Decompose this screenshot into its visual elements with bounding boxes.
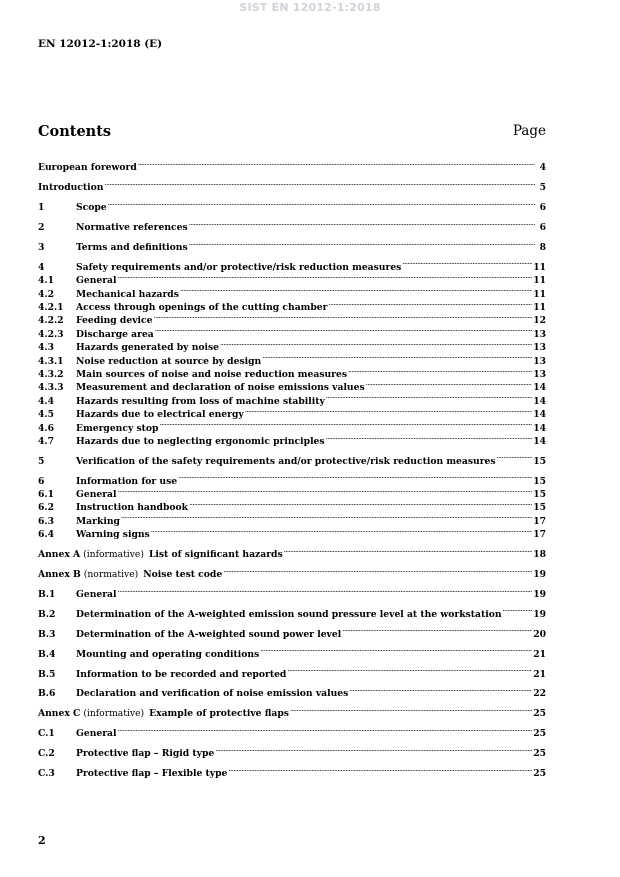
toc-dot-leader: [326, 431, 533, 444]
toc-dot-leader: [402, 256, 532, 269]
toc-entry-number: 4.3.1: [38, 355, 64, 367]
toc-entry[interactable]: [38, 763, 546, 779]
toc-entry-page: 25: [533, 767, 546, 779]
toc-entry-number: B.3: [38, 628, 56, 640]
toc-entry-title: Noise reduction at source by design: [76, 355, 262, 367]
toc-entry-title: Emergency stop: [76, 422, 159, 434]
toc-entry-number: 4: [38, 261, 45, 273]
toc-entry-number: 4.2.2: [38, 315, 64, 327]
toc-entry-page: 14: [533, 382, 546, 394]
toc-entry-number: 3: [38, 241, 45, 253]
toc-entry[interactable]: [38, 157, 546, 174]
toc-entry[interactable]: [38, 544, 546, 561]
toc-entry-page: 25: [533, 748, 546, 760]
toc-entry-page: 18: [533, 549, 546, 561]
toc-entry-number: 2: [38, 222, 45, 234]
toc-entry-title: European foreword: [38, 162, 137, 174]
toc-entry[interactable]: [38, 470, 546, 487]
toc-entry[interactable]: [38, 623, 546, 640]
toc-entry-number: 6.2: [38, 502, 54, 514]
toc-entry[interactable]: [38, 703, 546, 720]
toc-entry-title: Information for use: [76, 475, 178, 487]
toc-entry-number: 4.7: [38, 435, 54, 447]
toc-entry-title: Feeding device: [76, 315, 153, 327]
toc-dot-leader: [497, 450, 533, 463]
toc-dot-leader: [180, 283, 532, 296]
toc-entry-title: Instruction handbook: [76, 502, 189, 514]
toc-annex-type: (informative): [83, 549, 144, 561]
toc-entry[interactable]: [38, 603, 546, 620]
toc-entry[interactable]: [38, 237, 546, 253]
toc-entry-page: 19: [533, 608, 546, 620]
toc-entry-title: Determination of the A-weighted emission sound pressure level at the workstation: [76, 608, 502, 620]
toc-entry-number: 6.4: [38, 529, 54, 541]
toc-entry-page: 8: [539, 241, 546, 253]
toc-dot-leader: [503, 603, 533, 616]
toc-dot-leader: [245, 404, 532, 417]
toc-entry-number: 4.5: [38, 409, 54, 421]
toc-dot-leader: [284, 544, 533, 557]
toc-dot-leader: [189, 237, 535, 250]
toc-dot-leader: [328, 297, 532, 310]
toc-entry-page: 13: [533, 368, 546, 380]
toc-entry-title: General: [76, 275, 117, 287]
toc-entry[interactable]: [38, 256, 546, 273]
toc-dot-leader: [159, 417, 532, 430]
toc-entry-page: 15: [533, 489, 546, 501]
toc-entry-title: Protective flap – Rigid type: [76, 748, 215, 760]
toc-dot-leader: [348, 364, 532, 377]
toc-annex-type: (normative): [83, 569, 139, 581]
toc-entry-page: 15: [533, 455, 546, 467]
toc-dot-leader: [178, 470, 532, 483]
toc-entry[interactable]: [38, 723, 546, 740]
watermark: SIST EN 12012-1:2018: [239, 1, 381, 14]
toc-entry-title: Hazards due to electrical energy: [76, 409, 244, 421]
toc-dot-leader: [366, 377, 533, 390]
toc-entry-page: 14: [533, 422, 546, 434]
toc-dot-leader: [349, 683, 532, 696]
toc-entry-page: 17: [533, 515, 546, 527]
toc-dot-leader: [228, 763, 532, 776]
toc-entry[interactable]: [38, 683, 546, 700]
toc-entry-title: Measurement and declaration of noise emissions values: [76, 382, 365, 394]
toc-entry-page: 20: [533, 628, 546, 640]
toc-entry-number: 1: [38, 202, 45, 214]
toc-entry-number: B.2: [38, 608, 56, 620]
toc-entry-title: Declaration and verification of noise emission values: [76, 688, 349, 700]
toc-entry-page: 19: [533, 588, 546, 600]
toc-entry-number: B.4: [38, 648, 56, 660]
toc-dot-leader: [104, 177, 535, 190]
toc-entry-title: Marking: [76, 515, 120, 527]
toc-entry-title: Safety requirements and/or protective/risk reduction measures: [76, 261, 402, 273]
toc-entry-title: Mounting and operating conditions: [76, 648, 260, 660]
toc-entry-page: 17: [533, 529, 546, 541]
toc-dot-leader: [155, 323, 532, 336]
toc-entry-page: 11: [533, 302, 546, 314]
toc-entry-number: 4.3.2: [38, 368, 64, 380]
toc-dot-leader: [223, 564, 532, 577]
toc-dot-leader: [151, 524, 532, 537]
toc-entry[interactable]: [38, 177, 546, 194]
toc-entry-title: Information to be recorded and reported: [76, 668, 287, 680]
toc-entry-title: Protective flap – Flexible type: [76, 767, 228, 779]
toc-entry-title: Terms and definitions: [76, 241, 188, 253]
toc-entry-number: 4.3.3: [38, 382, 64, 394]
toc-entry-page: 25: [533, 708, 546, 720]
toc-entry-number: 4.2.1: [38, 302, 64, 314]
toc-entry-title: Warning signs: [76, 529, 150, 541]
toc-entry-number: 4.1: [38, 275, 54, 287]
toc-entry-page: 15: [533, 502, 546, 514]
toc-dot-leader: [118, 270, 533, 283]
toc-dot-leader: [121, 510, 532, 523]
toc-entry-number: 4.2: [38, 288, 54, 300]
toc-entry-title: List of significant hazards: [148, 549, 283, 561]
toc-annex-label: Annex B: [38, 569, 81, 581]
toc-entry-page: 15: [533, 475, 546, 487]
toc-entry[interactable]: [38, 584, 546, 600]
toc-entry-page: 21: [533, 648, 546, 660]
toc-entry-page: 22: [533, 688, 546, 700]
toc-entry-page: 5: [539, 182, 546, 194]
toc-entry-number: 6.1: [38, 489, 54, 501]
toc-dot-leader: [118, 484, 533, 497]
toc-entry-title: Normative references: [76, 222, 188, 234]
toc-entry-title: Mechanical hazards: [76, 288, 179, 300]
toc-entry-page: 13: [533, 355, 546, 367]
toc-dot-leader: [260, 643, 532, 656]
table-of-contents: [38, 157, 546, 779]
toc-entry-page: 14: [533, 395, 546, 407]
toc-entry-title: Example of protective flaps: [149, 708, 289, 720]
toc-entry-title: Scope: [76, 202, 107, 214]
toc-entry-title: General: [76, 489, 117, 501]
toc-entry-title: Hazards generated by noise: [76, 342, 220, 354]
toc-dot-leader: [118, 584, 533, 597]
toc-entry[interactable]: [38, 663, 546, 680]
page-column-label: Page: [512, 123, 546, 139]
toc-entry-number: B.1: [38, 588, 56, 600]
toc-dot-leader: [118, 723, 533, 736]
toc-annex-label: Annex A: [38, 549, 81, 561]
toc-entry-title: Introduction: [38, 182, 104, 194]
toc-entry[interactable]: [38, 197, 546, 214]
toc-entry-title: General: [76, 728, 117, 740]
toc-entry-page: 14: [533, 435, 546, 447]
toc-entry-number: 4.2.3: [38, 328, 64, 340]
toc-entry-number: 4.6: [38, 422, 54, 434]
toc-entry-number: C.1: [38, 728, 55, 740]
toc-entry-title: Discharge area: [76, 328, 154, 340]
contents-heading: Contents: [38, 123, 112, 140]
toc-entry-title: Verification of the safety requirements and/or protective/risk reduction measures: [76, 455, 496, 467]
document-id: EN 12012-1:2018 (E): [38, 38, 163, 50]
toc-entry-page: 11: [533, 288, 546, 300]
toc-entry-number: 5: [38, 455, 45, 467]
toc-entry-title: Hazards resulting from loss of machine stability: [76, 395, 325, 407]
toc-entry-number: 4.4: [38, 395, 54, 407]
toc-entry-page: 13: [533, 328, 546, 340]
toc-entry[interactable]: [38, 217, 546, 234]
toc-entry-title: Access through openings of the cutting chamber: [76, 302, 328, 314]
toc-entry-number: 6: [38, 475, 45, 487]
toc-entry-title: Hazards due to neglecting ergonomic principles: [76, 435, 325, 447]
toc-dot-leader: [108, 197, 535, 210]
toc-entry-number: C.3: [38, 767, 55, 779]
toc-entry-page: 6: [539, 222, 546, 234]
toc-entry-page: 13: [533, 342, 546, 354]
toc-entry-number: 6.3: [38, 515, 54, 527]
toc-entry-title: General: [76, 588, 117, 600]
toc-dot-leader: [220, 337, 532, 350]
toc-entry[interactable]: [38, 643, 546, 660]
toc-entry-title: Noise test code: [143, 569, 223, 581]
toc-dot-leader: [342, 623, 532, 636]
toc-entry[interactable]: [38, 450, 546, 467]
toc-dot-leader: [262, 350, 532, 363]
toc-entry-number: C.2: [38, 748, 55, 760]
page-number: 2: [38, 834, 46, 847]
toc-dot-leader: [215, 743, 532, 756]
toc-dot-leader: [153, 310, 532, 323]
toc-entry-page: 12: [533, 315, 546, 327]
toc-entry[interactable]: [38, 743, 546, 760]
toc-dot-leader: [189, 497, 532, 510]
toc-entry-page: 25: [533, 728, 546, 740]
toc-entry-page: 11: [533, 261, 546, 273]
toc-entry-page: 11: [533, 275, 546, 287]
toc-entry-title: Main sources of noise and noise reduction measures: [76, 368, 348, 380]
toc-entry-title: Determination of the A-weighted sound power level: [76, 628, 342, 640]
toc-entry-page: 6: [539, 202, 546, 214]
toc-dot-leader: [189, 217, 535, 230]
toc-entry-page: 19: [533, 569, 546, 581]
toc-dot-leader: [138, 157, 535, 170]
toc-entry-number: 4.3: [38, 342, 54, 354]
toc-dot-leader: [287, 663, 532, 676]
toc-entry[interactable]: [38, 564, 546, 581]
toc-entry-page: 21: [533, 668, 546, 680]
toc-annex-type: (informative): [83, 708, 145, 720]
toc-annex-label: Annex C: [38, 708, 81, 720]
toc-dot-leader: [326, 390, 532, 403]
toc-entry-number: B.6: [38, 688, 56, 700]
toc-entry-page: 4: [539, 162, 546, 174]
toc-entry-page: 14: [533, 409, 546, 421]
toc-entry-number: B.5: [38, 668, 56, 680]
toc-dot-leader: [290, 703, 532, 716]
